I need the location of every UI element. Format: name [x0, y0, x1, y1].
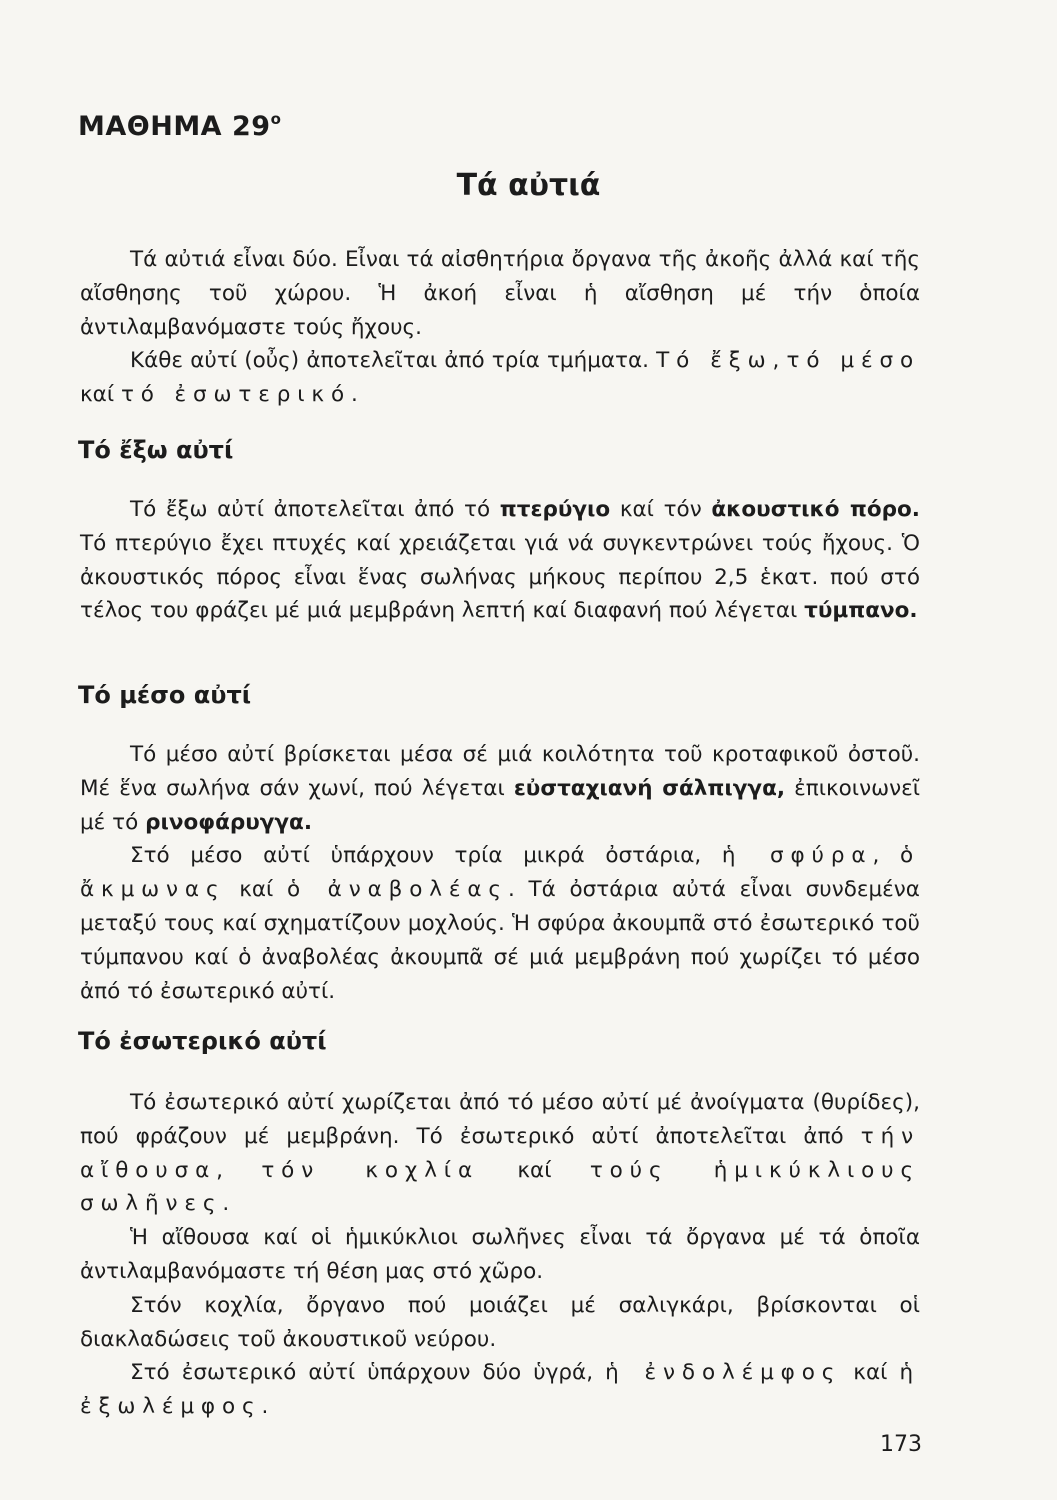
inner-ear-section	[80, 1086, 920, 1424]
term-ear-canal: ἀκουστικό πόρο.	[711, 497, 920, 522]
term-hammer: ἡ σφύρα	[721, 843, 873, 869]
intro-section	[80, 243, 920, 412]
inner-ear-paragraph-3: Στόν κοχλία, ὄργανο πού μοιάζει μέ σαλιγκάρι, βρίσκονται οἱ διακλαδώσεις τοῦ ἀκουστικοῦ νεύρου.	[80, 1292, 920, 1352]
heading-inner-ear: Τό ἐσωτερικό αὐτί	[78, 1027, 327, 1055]
intro-paragraph-2: Κάθε αὐτί (οὖς) ἀποτελεῖται ἀπό τρία τμήματα. Τό ἔξω, τό μέσο καί τό ἐσωτερικό.	[80, 348, 921, 408]
term-middle: τό μέσο	[786, 348, 921, 374]
term-nasopharynx: ρινοφάρυγγα.	[145, 809, 312, 835]
term-vestibule: τήν αἴθουσα	[80, 1123, 920, 1183]
middle-ear-paragraph-2: Στό μέσο αὐτί ὑπάρχουν τρία μικρά ὀστάρια, ἡ σφύρα, ὁ ἄκμωνας καί ὁ ἀναβολέας. Τά ὀστάρια αὐτά εἶναι συνδεμένα μεταξύ τους καί σχηματίζουν μοχλούς. Ἡ σφύρα ἀκουμπᾶ στό ἐσωτερικό τοῦ τύμπανου καί ὁ ἀναβολέας ἀκουμπᾶ σέ μιά μεμβράνη πού χωρίζει τό μέσο ἀπό τό ἐσωτερικό αὐτί.	[80, 843, 920, 1004]
middle-ear-paragraph-1: Τό μέσο αὐτί βρίσκεται μέσα σέ μιά κοιλότητα τοῦ κροταφικοῦ ὀστοῦ. Μέ ἕνα σωλήνα σάν χωνί, πού λέγεται εὐσταχιανή σάλπιγγα, ἐπικοινωνεῖ μέ τό ρινοφάρυγγα.	[80, 742, 920, 835]
heading-outer-ear: Τό ἔξω αὐτί	[78, 436, 234, 464]
middle-ear-section	[80, 738, 920, 1008]
intro-paragraph-1: Τά αὐτιά εἶναι δύο. Εἶναι τά αἰσθητήρια ὄργανα τῆς ἀκοῆς ἀλλά καί τῆς αἴσθησης τοῦ χώρου. Ἡ ἀκοή εἶναι ἡ αἴσθηση μέ τήν ὁποία ἀντιλαμβανόμαστε τούς ἤχους.	[80, 247, 920, 340]
inner-ear-paragraph-1: Τό ἐσωτερικό αὐτί χωρίζεται ἀπό τό μέσο αὐτί μέ ἀνοίγματα (θυρίδες), πού φράζουν μέ μεμβράνη. Τό ἐσωτερικό αὐτί ἀποτελεῖται ἀπό τήν αἴθουσα, τόν κοχλία καί τούς ἡμικύκλιους σωλῆνες.	[80, 1090, 920, 1217]
term-semicircular-canals: τούς ἡμικύκλιους σωλῆνες	[80, 1157, 920, 1217]
inner-ear-paragraph-2: Ἡ αἴθουσα καί οἱ ἡμικύκλιοι σωλῆνες εἶναι τά ὄργανα μέ τά ὁποῖα ἀντιλαμβανόμαστε τή θέση μας στό χῶρο.	[80, 1225, 920, 1284]
lesson-label: ΜΑΘΗΜΑ $29^o$	[78, 110, 282, 142]
term-anvil: ὁ ἄκμωνας	[80, 843, 920, 903]
term-cochlea: τόν κοχλία	[261, 1157, 480, 1183]
term-eustachian-tube: εὐσταχιανή σάλπιγγα,	[513, 775, 786, 801]
term-perilymph: ἡ ἐξωλέμφος	[80, 1360, 920, 1420]
page-number: 173	[880, 1432, 922, 1457]
term-eardrum: τύμπανο.	[804, 598, 918, 624]
inner-ear-paragraph-4: Στό ἐσωτερικό αὐτί ὑπάρχουν δύο ὑγρά, ἡ ἐνδολέμφος καί ἡ ἐξωλέμφος.	[80, 1360, 920, 1420]
term-outer: Τό ἔξω	[656, 348, 773, 374]
heading-middle-ear: Τό μέσο αὐτί	[78, 681, 252, 709]
lesson-ordinal-suffix: ο	[270, 110, 282, 128]
term-stirrup: ὁ ἀναβολέας	[287, 877, 508, 903]
outer-ear-section	[80, 493, 920, 628]
term-inner: τό ἐσωτερικό	[120, 382, 352, 408]
page-title: Τά αὐτιά	[456, 168, 601, 203]
outer-ear-paragraph: Τό ἔξω αὐτί ἀποτελεῖται ἀπό τό πτερύγιο καί τόν ἀκουστικό πόρο. Τό πτερύγιο ἔχει πτυχές καί χρειάζεται γιά νά συγκεντρώνει τούς ἤχους. Ὁ ἀκουστικός πόρος εἶναι ἕνας σωλήνας μήκους περίπου 2,5 ἑκατ. πού στό τέλος του φράζει μέ μιά μεμβράνη λεπτή καί διαφανή πού λέγεται τύμπανο.	[80, 497, 920, 624]
term-pinna: πτερύγιο	[499, 497, 611, 522]
term-endolymph: ἡ ἐνδολέμφος	[605, 1360, 842, 1386]
